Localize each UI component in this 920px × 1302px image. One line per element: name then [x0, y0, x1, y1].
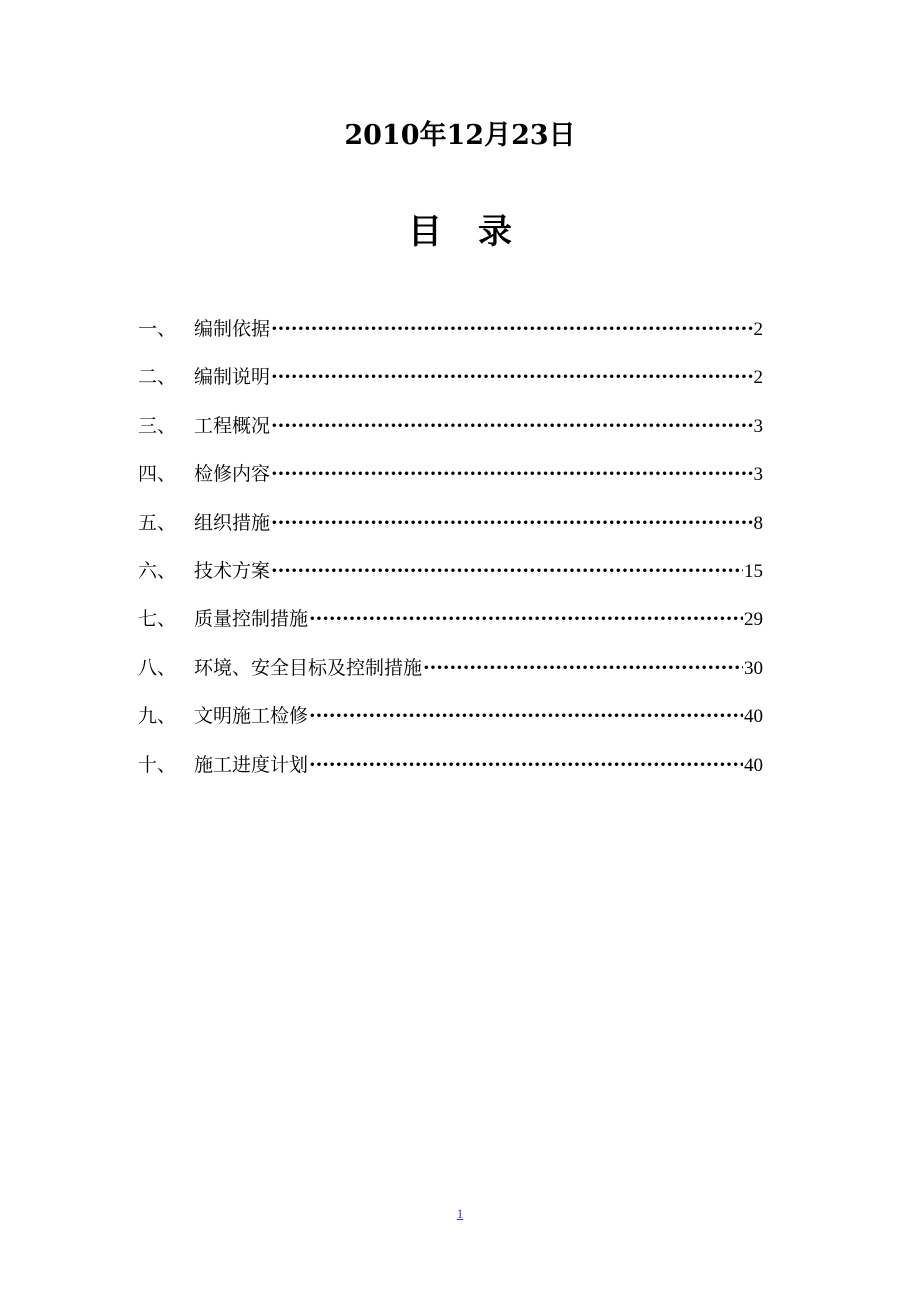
- toc-entry-3[interactable]: [138, 407, 763, 455]
- toc-entry-7[interactable]: [138, 600, 763, 648]
- toc-entry-title: 组织措施: [194, 511, 271, 534]
- toc-entry-8[interactable]: [138, 649, 763, 697]
- toc-dot-leader: [271, 407, 752, 445]
- toc-entry-page: 2: [753, 367, 763, 389]
- toc-entry-number: 五、: [138, 511, 177, 534]
- toc-entry-number: 三、: [138, 414, 177, 437]
- toc-entry-page: 30: [744, 657, 763, 679]
- toc-dot-leader: [271, 504, 752, 542]
- toc-dot-leader: [309, 746, 743, 784]
- toc-entry-2[interactable]: [138, 358, 763, 406]
- toc-entry-page: 40: [744, 706, 763, 728]
- toc-entry-page: 29: [744, 609, 763, 631]
- toc-dot-leader: [271, 358, 752, 396]
- toc-entry-number: 一、: [138, 318, 177, 340]
- toc-entry-5[interactable]: [138, 504, 763, 552]
- toc-entry-number: 九、: [138, 705, 177, 728]
- toc-entry-page: 3: [753, 464, 763, 486]
- toc-entry-title: 环境、安全目标及控制措施: [194, 656, 423, 679]
- document-date: 2010年12月23日: [344, 120, 576, 151]
- toc-entry-1[interactable]: [138, 310, 763, 358]
- toc-entry-6[interactable]: [138, 552, 763, 600]
- toc-dot-leader: [309, 600, 743, 638]
- toc-title: 目录: [408, 212, 548, 252]
- toc-entry-10[interactable]: [138, 746, 763, 794]
- toc-dot-leader: [309, 697, 743, 735]
- toc-entry-title: 编制说明: [194, 366, 271, 389]
- toc-dot-leader: [423, 649, 743, 687]
- toc-entry-page: 8: [753, 512, 763, 534]
- toc-entry-4[interactable]: [138, 455, 763, 503]
- toc-dot-leader: [271, 552, 743, 590]
- toc-entry-page: 40: [744, 754, 763, 776]
- toc-entry-9[interactable]: [138, 697, 763, 745]
- toc-dot-leader: [271, 455, 752, 493]
- page-number-link[interactable]: 1: [456, 1206, 464, 1221]
- toc-entry-page: 2: [753, 319, 763, 340]
- toc-entry-title: 编制依据: [194, 318, 271, 340]
- toc-entry-number: 八、: [138, 656, 177, 679]
- toc-entry-page: 15: [744, 560, 763, 582]
- toc-entry-number: 七、: [138, 608, 177, 631]
- toc-entry-title: 文明施工检修: [194, 705, 309, 728]
- toc-entry-page: 3: [753, 415, 763, 437]
- toc-entry-title: 技术方案: [194, 559, 271, 582]
- toc-entry-number: 六、: [138, 559, 177, 582]
- toc-entry-number: 四、: [138, 463, 177, 486]
- toc-entry-number: 十、: [138, 753, 177, 776]
- table-of-contents: [138, 310, 763, 794]
- toc-entry-title: 检修内容: [194, 463, 271, 486]
- toc-entry-title: 工程概况: [194, 414, 271, 437]
- toc-entry-number: 二、: [138, 366, 177, 389]
- toc-dot-leader: [271, 310, 752, 348]
- toc-entry-title: 质量控制措施: [194, 608, 309, 631]
- toc-entry-title: 施工进度计划: [194, 753, 309, 776]
